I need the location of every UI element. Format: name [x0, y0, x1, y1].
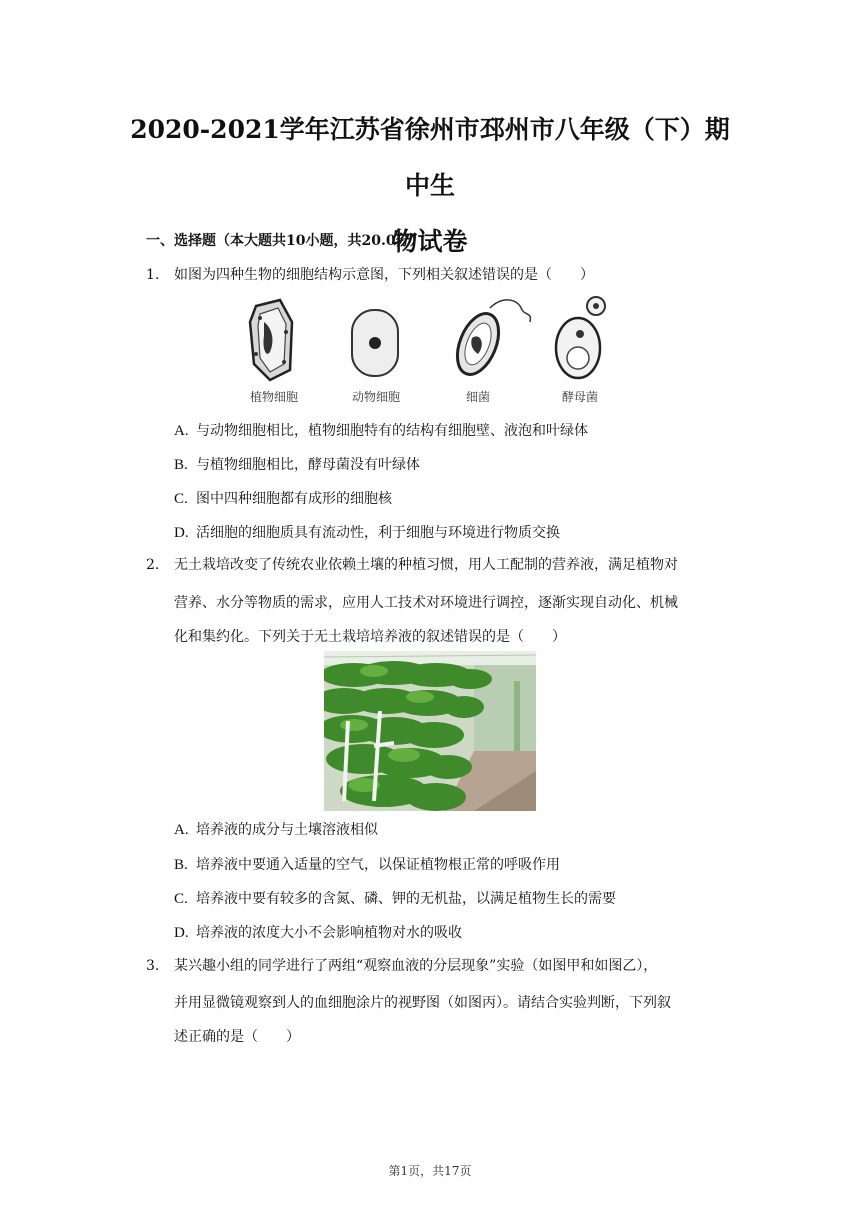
option-letter: B. [174, 457, 188, 473]
yeast-label: 酵母菌 [562, 390, 599, 404]
question-number: 2. [146, 557, 160, 573]
option-letter: D. [174, 925, 189, 941]
option-letter: C. [174, 491, 188, 507]
q1-option-b[interactable] [174, 455, 420, 475]
option-text: 活细胞的细胞质具有流动性，利于细胞与环境进行物质交换 [196, 525, 560, 541]
option-letter: A. [174, 822, 189, 838]
option-text: 培养液的成分与土壤溶液相似 [196, 822, 378, 838]
option-letter: B. [174, 857, 188, 873]
plant-cell-label: 植物细胞 [250, 390, 299, 404]
bacterium-label: 细菌 [466, 390, 491, 404]
question-number: 1. [146, 267, 160, 283]
option-letter: A. [174, 423, 189, 439]
q2-option-a[interactable] [174, 820, 378, 840]
option-text: 图中四种细胞都有成形的细胞核 [196, 491, 392, 507]
option-text: 培养液的浓度大小不会影响植物对水的吸收 [196, 925, 462, 941]
question-stem: 无土栽培改变了传统农业依赖土壤的种植习惯，用人工配制的营养液，满足植物对 [174, 557, 678, 573]
q2-option-b[interactable] [174, 855, 560, 875]
bacterium-drawing [449, 300, 530, 380]
option-text: 培养液中要有较多的含氮、磷、钾的无机盐，以满足植物生长的需要 [196, 891, 616, 907]
hydroponics-photo [324, 651, 536, 811]
cell-structure-figure [240, 292, 620, 412]
question-3-stem-line-2: 并用显微镜观察到人的血细胞涂片的视野图（如图丙）。请结合实验判断，下列叙 [174, 995, 671, 1011]
option-text: 与植物细胞相比，酵母菌没有叶绿体 [196, 457, 420, 473]
title-line-1: 2020-2021学年江苏省徐州市邳州市八年级（下）期中生 [130, 115, 730, 200]
q2-option-d[interactable] [174, 923, 462, 943]
yeast-drawing [556, 297, 605, 378]
option-letter: C. [174, 891, 188, 907]
plant-cell-drawing [250, 300, 292, 380]
question-2-stem-line-3: 化和集约化。下列关于无土栽培培养液的叙述错误的是（ ） [174, 629, 566, 645]
q1-option-a[interactable] [174, 421, 588, 441]
question-1 [146, 258, 594, 292]
question-2-stem-line-2: 营养、水分等物质的需求，应用人工技术对环境进行调控，逐渐实现自动化、机械 [174, 595, 678, 611]
option-text: 培养液中要通入适量的空气，以保证植物根正常的呼吸作用 [196, 857, 560, 873]
animal-cell-drawing [352, 310, 398, 376]
question-2 [146, 548, 678, 582]
question-3 [146, 949, 658, 983]
q2-option-c[interactable] [174, 889, 616, 909]
section-header: 一、选择题（本大题共10小题，共20.0分） [146, 233, 424, 249]
animal-cell-label: 动物细胞 [352, 390, 401, 404]
cell-drawings [240, 292, 620, 388]
option-text: 与动物细胞相比，植物细胞特有的结构有细胞壁、液泡和叶绿体 [196, 423, 588, 439]
q1-option-c[interactable] [174, 489, 392, 509]
question-stem: 某兴趣小组的同学进行了两组“观察血液的分层现象”实验（如图甲和如图乙）， [174, 958, 658, 974]
question-3-stem-line-3: 述正确的是（ ） [174, 1029, 300, 1045]
page-number: 第1页，共17页 [388, 1164, 472, 1178]
question-number: 3. [146, 958, 160, 974]
q1-option-d[interactable] [174, 523, 560, 543]
title-line-2: 物试卷 [392, 227, 468, 256]
question-stem: 如图为四种生物的细胞结构示意图，下列相关叙述错误的是（ ） [174, 267, 594, 283]
option-letter: D. [174, 525, 189, 541]
